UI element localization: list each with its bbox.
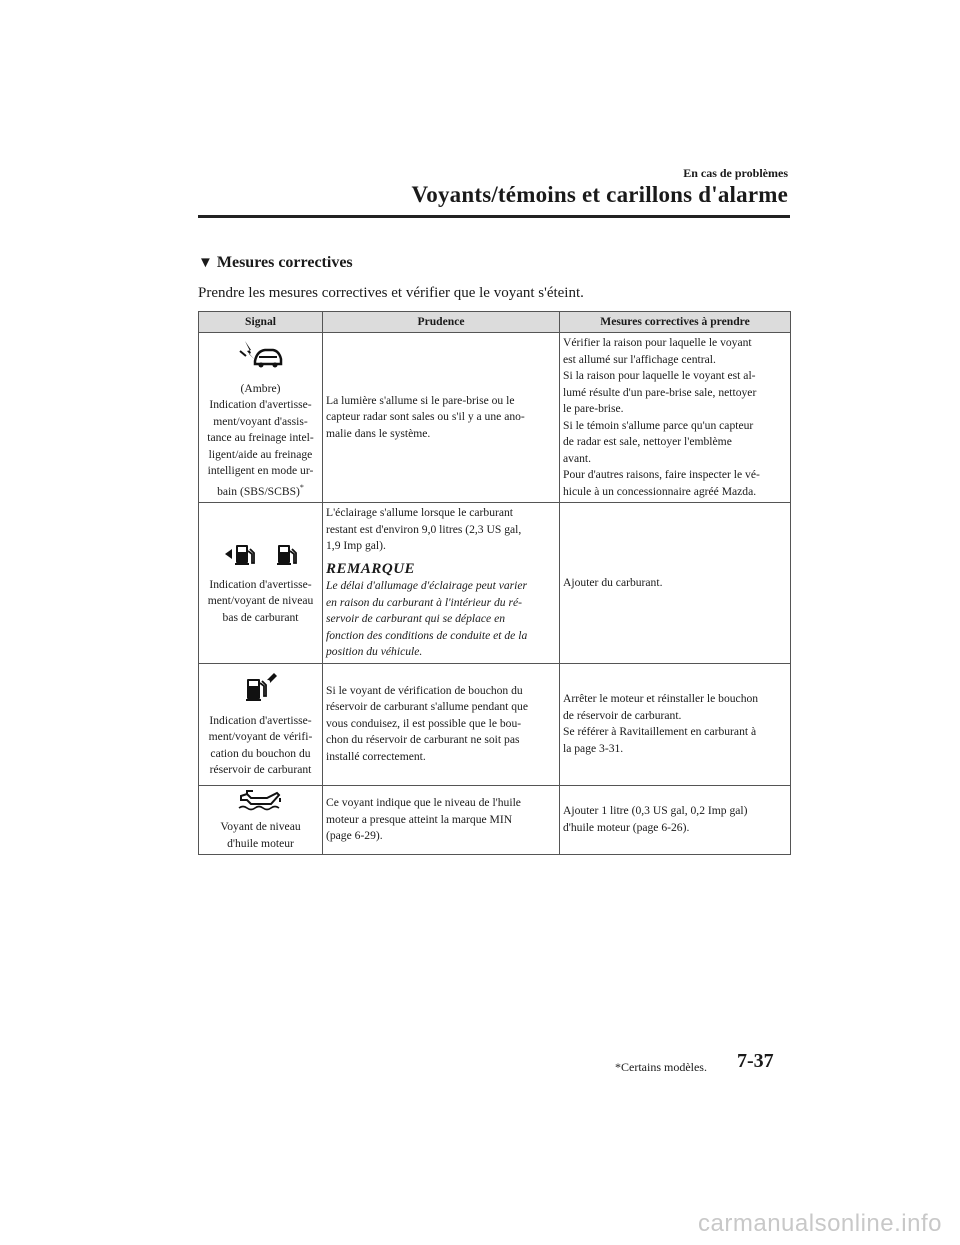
action-cell: Ajouter du carburant.: [560, 503, 791, 664]
fuel-pump-icon: [275, 541, 299, 573]
signal-line: bas de carburant: [222, 610, 299, 624]
caution-cell: La lumière s'allume si le pare-brise ou le capteur radar sont sales ou s'il y a une ano- malie dans le système.: [323, 333, 560, 503]
caution-cell: L'éclairage s'allume lorsque le carburant restant est d'environ 9,0 litres (2,3 US gal, 1,9 Imp gal). REMARQUE Le délai d'allumage d'éclairage peut varier en raison du carburant à l'intérieur du ré- servoir de carburant qui se déplace en fonction des conditions de conduite et de la position du véhicule.: [323, 503, 560, 664]
table-row: [199, 663, 791, 785]
action-cell: Arrêter le moteur et réinstaller le bouchon de réservoir de carburant. Se référer à Ravitaillement en carburant à la page 3-31.: [560, 663, 791, 785]
signal-line: ment/voyant de niveau: [207, 594, 314, 608]
signal-cell: [199, 663, 323, 785]
action-cell: Vérifier la raison pour laquelle le voyant est allumé sur l'affichage central. Si la raison pour laquelle le voyant est al- lumé résulte d'un pare-brise sale, nettoyer le pare-brise. Si le témoin s'allume parce qu'un capteur de radar est sale, nettoyer l'emblème avant. Pour d'autres raisons, faire inspecter le vé- hicule à un concessionnaire agréé Mazda.: [560, 333, 791, 503]
signal-line: ligent/aide au freinage: [208, 447, 313, 461]
column-header-signal: Signal: [199, 312, 323, 333]
warning-table: [198, 311, 791, 855]
column-header-action: Mesures correctives à prendre: [560, 312, 791, 333]
footnote: *Certains modèles.: [615, 1060, 707, 1074]
signal-line: d'huile moteur: [227, 836, 294, 850]
signal-line: ment/voyant de vérifi-: [208, 730, 313, 744]
signal-cell: [199, 333, 323, 503]
chapter-label: En cas de problèmes: [683, 166, 788, 180]
header-rule: [198, 215, 790, 218]
collision-warning-icon: [237, 337, 285, 377]
caution-cell: Si le voyant de vérification de bouchon du réservoir de carburant s'allume pendant que vous conduisez, il est possible que le bou- chon du réservoir de carburant ne soit pas installé correctement.: [323, 663, 560, 785]
note-title: REMARQUE: [326, 560, 416, 577]
signal-line: (Ambre): [240, 381, 281, 395]
signal-line: intelligent en mode ur-: [207, 464, 314, 478]
table-header-row: [199, 312, 791, 333]
signal-line: Voyant de niveau: [220, 820, 301, 833]
fuel-cap-icon: [243, 671, 279, 709]
caution-cell: Ce voyant indique que le niveau de l'huile moteur a presque atteint la marque MIN (page 6-29).: [323, 785, 560, 855]
intro-text: Prendre les mesures correctives et vérifier que le voyant s'éteint.: [198, 285, 584, 301]
watermark: carmanualsonline.info: [698, 1210, 942, 1237]
column-header-caution: Prudence: [323, 312, 560, 333]
footnote-mark: *: [299, 482, 304, 492]
section-heading: [198, 254, 353, 272]
note-body: Le délai d'allumage d'éclairage peut varier en raison du carburant à l'intérieur du ré- servoir de carburant qui se déplace en fonction des conditions de conduite et de la position du véhicule.: [326, 579, 528, 658]
oil-level-icon: [237, 788, 285, 818]
table-row: [199, 785, 791, 855]
page-number: 7-37: [737, 1050, 774, 1072]
triangle-marker-icon: ▼: [198, 255, 213, 271]
signal-line: cation du bouchon du: [210, 746, 311, 760]
section-heading-text: Mesures correctives: [216, 254, 353, 271]
signal-line: ment/voyant d'assis-: [213, 414, 308, 428]
signal-line: Indication d'avertisse-: [209, 398, 312, 412]
table-row: [199, 333, 791, 503]
signal-cell: [199, 503, 323, 664]
signal-line: tance au freinage intel-: [207, 431, 314, 445]
action-cell: Ajouter 1 litre (0,3 US gal, 0,2 Imp gal) d'huile moteur (page 6-26).: [560, 785, 791, 855]
page-title: Voyants/témoins et carillons d'alarme: [411, 182, 788, 207]
table-row: [199, 503, 791, 664]
signal-line: bain (SBS/SCBS)*: [217, 482, 304, 498]
signal-line: Indication d'avertisse-: [209, 577, 312, 591]
signal-line: Indication d'avertisse-: [209, 713, 312, 727]
signal-cell: [199, 785, 323, 855]
fuel-pump-icon: [223, 541, 257, 573]
signal-line: réservoir de carburant: [209, 763, 312, 777]
